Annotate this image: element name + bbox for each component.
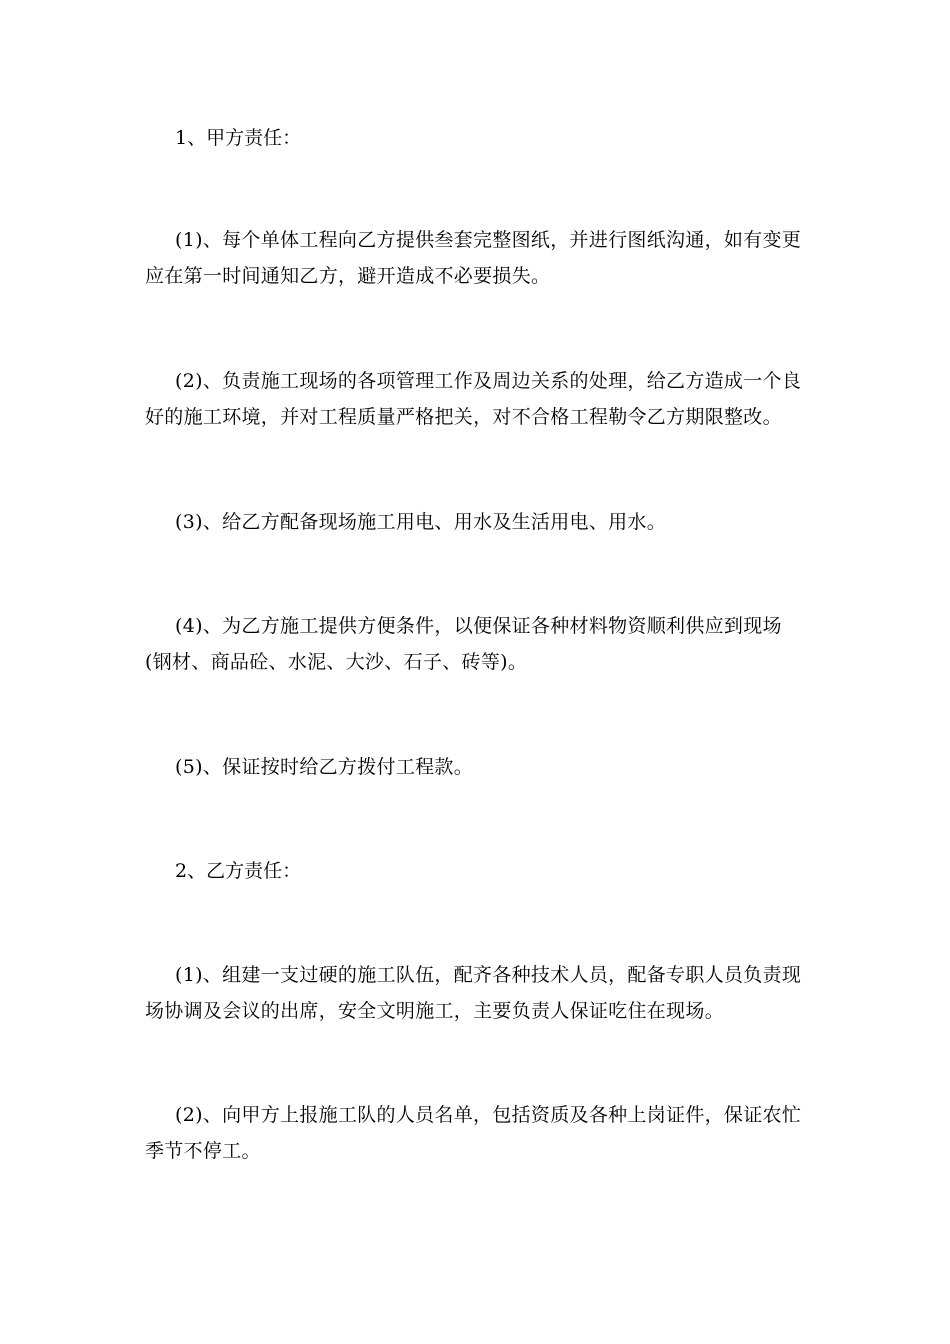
party-b-item-2: (2)、向甲方上报施工队的人员名单，包括资质及各种上岗证件，保证农忙季节不停工。 (145, 1104, 802, 1162)
party-a-item-5: (5)、保证按时给乙方拨付工程款。 (175, 756, 474, 778)
party-a-item-1: (1)、每个单体工程向乙方提供叁套完整图纸，并进行图纸沟通，如有变更应在第一时间通知乙方，避开造成不必要损失。 (145, 229, 802, 287)
party-a-item-3: (3)、给乙方配备现场施工用电、用水及生活用电、用水。 (175, 511, 667, 533)
party-b-item-1: (1)、组建一支过硬的施工队伍，配齐各种技术人员，配备专职人员负责现场协调及会议的出席，安全文明施工，主要负责人保证吃住在现场。 (145, 964, 802, 1022)
party-a-item-2: (2)、负责施工现场的各项管理工作及周边关系的处理，给乙方造成一个良好的施工环境，并对工程质量严格把关，对不合格工程勒令乙方期限整改。 (145, 370, 802, 428)
section-heading-party-a: 1、甲方责任： (175, 127, 302, 149)
section-heading-party-b: 2、乙方责任： (175, 860, 302, 882)
party-a-item-4: (4)、为乙方施工提供方便条件，以便保证各种材料物资顺利供应到现场(钢材、商品砼、水泥、大沙、石子、砖等)。 (145, 615, 782, 673)
